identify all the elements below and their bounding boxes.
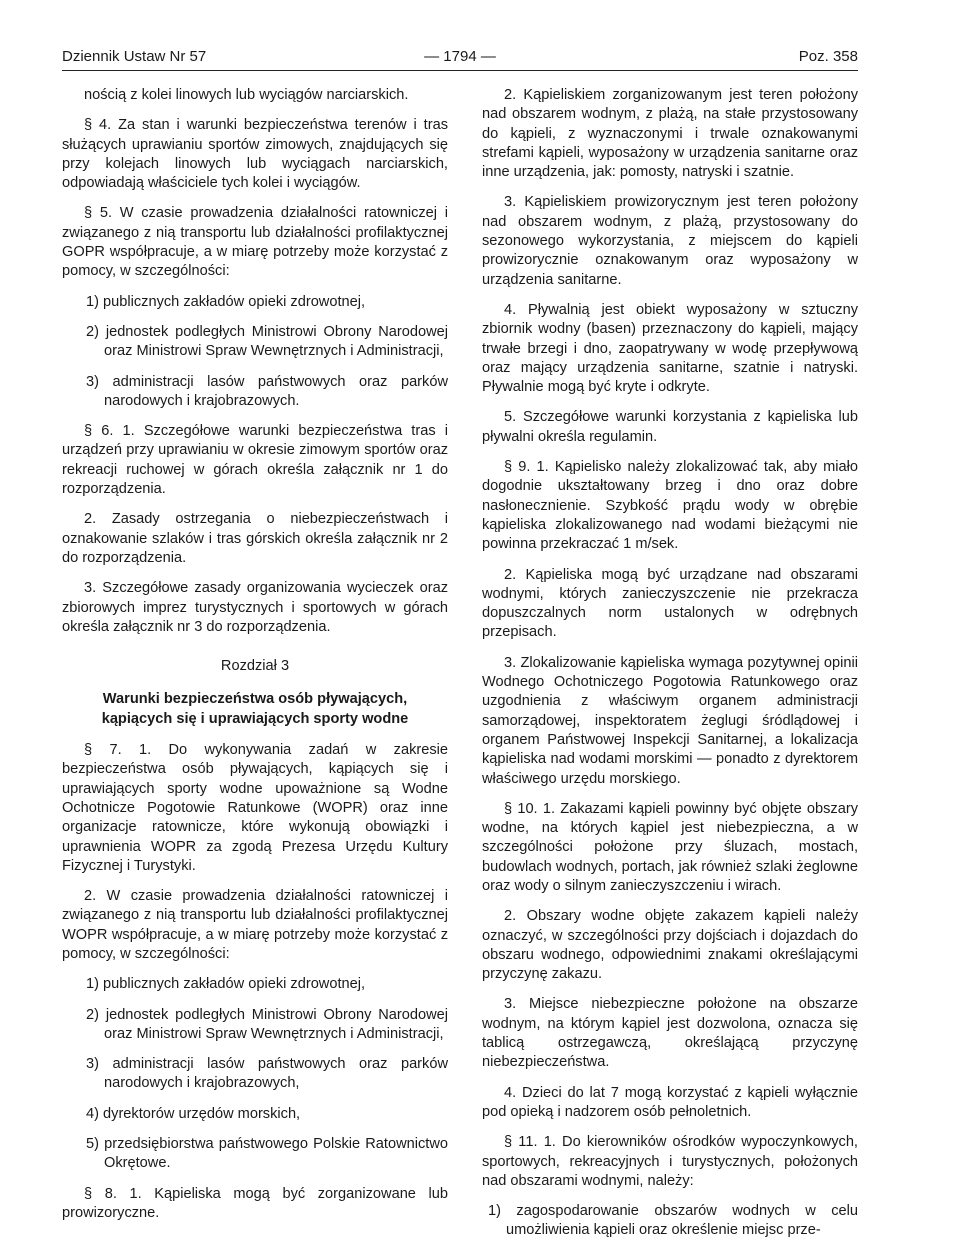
paragraph: 3. Szczegółowe zasady organizowania wycieczek oraz zbiorowych imprez turystycznych i sportowych w górach określa załącznik nr 3 do rozporządzenia. — [62, 580, 448, 635]
list-item: 1) publicznych zakładów opieki zdrowotnej, — [86, 293, 366, 310]
list-item: 4) dyrektorów urzędów morskich, — [86, 1105, 301, 1122]
list-item: 1) publicznych zakładów opieki zdrowotnej, — [86, 976, 366, 993]
page-number: — 1794 — — [424, 48, 496, 65]
paragraph: 2. Zasady ostrzegania o niebezpieczeństwach i oznakowanie szlaków i tras górskich określa załącznik nr 2 do rozporządzenia. — [62, 511, 448, 566]
paragraph: 4. Pływalnią jest obiekt wyposażony w sztuczny zbiornik wodny (basen) przeznaczony do kąpieli, mający trwałe brzegi i dno, zaopatrywany w wodę przepływową oraz mający urządzenia sanitarne, szatnie i natryski. Pływalnie mogą być kryte i odkryte. — [482, 301, 858, 396]
list-item: 2) jednostek podległych Ministrowi Obrony Narodowej oraz Ministrowi Spraw Wewnętrznych i Administracji, — [86, 1006, 448, 1042]
left-column — [62, 86, 448, 1234]
paragraph: 3. Miejsce niebezpieczne położone na obszarze wodnym, na którym kąpiel jest dozwolona, oznacza się tablicą ostrzegawczą, określającą przyczynę niebezpieczeństwa. — [482, 996, 858, 1071]
paragraph: 3. Kąpieliskiem prowizorycznym jest teren położony nad obszarem wodnym, z plażą, przystosowany do sezonowego wykorzystania, z miejscem do kąpieli prowizorycznie oznakowanym oraz wyposażony w urządzenia sanitarne. — [482, 194, 858, 288]
chapter-title: Warunki bezpieczeństwa osób pływających, kąpiących się i uprawiających sporty wodne — [101, 691, 409, 727]
position-number: Poz. 358 — [798, 48, 858, 65]
page-header — [62, 44, 858, 71]
paragraph: 3. Zlokalizowanie kąpieliska wymaga pozytywnej opinii Wodnego Ochotniczego Pogotowia Ratunkowego oraz uzgodnienia z właściwym organem administracji samorządowej, inspektoratem żeglugi śródlądowej i organem Państwowej Inspekcji Sanitarnej, a lokalizacja kąpieliska nad wodami morskimi — ponadto z dyrektorem właściwego urzędu morskiego. — [482, 654, 858, 787]
paragraph-s7: § 7. 1. Do wykonywania zadań w zakresie bezpieczeństwa osób pływających, kąpiących się i uprawiających sporty wodne upoważnione są Wodne Ochotnicze Pogotowie Ratunkowe (WOPR) oraz inne organizacje ratownicze, które wykonują obowiązki i uprawnienia WOPR za zgodą Prezesa Urzędu Kultury Fizycznej i Turystyki. — [62, 742, 448, 874]
list-item: 1) zagospodarowanie obszarów wodnych w celu umożliwienia kąpieli oraz określenie miejsc prze- — [488, 1203, 858, 1239]
paragraph: 2. W czasie prowadzenia działalności ratowniczej i związanego z nią transportu lub działalności profilaktycznej WOPR współpracuje, a w miarę potrzeby może korzystać z pomocy, w szczególności: — [62, 888, 448, 962]
paragraph: nością z kolei linowych lub wyciągów narciarskich. — [84, 87, 409, 103]
paragraph: 2. Obszary wodne objęte zakazem kąpieli należy oznaczyć, w szczególności przy dojściach i dojazdach do obszaru wodnego, odpowiednimi znakami określającymi przyczynę zakazu. — [482, 908, 858, 983]
paragraph: 2. Kąpieliska mogą być urządzane nad obszarami wodnymi, których zanieczyszczenie nie przekracza dopuszczalnych norm ustalonych w odrębnych przepisach. — [482, 566, 858, 641]
paragraph-s4: § 4. Za stan i warunki bezpieczeństwa terenów i tras służących uprawianiu sportów zimowych, znajdujących się przy kolejach linowych lub wyciągach narciarskich, odpowiadają właściciele tych kolei i wyciągów. — [62, 117, 448, 192]
paragraph-s10: § 10. 1. Zakazami kąpieli powinny być objęte obszary wodne, na których kąpiel jest niebezpieczna, a w szczególności położone przy śluzach, mostach, budowlach wodnych, portach, jak również szlaki żeglowne oraz wody o silnym zanieczyszczeniu i wirach. — [482, 800, 858, 894]
chapter-heading: Rozdział 3 — [220, 658, 290, 675]
paragraph-s8: § 8. 1. Kąpieliska mogą być zorganizowane lub prowizoryczne. — [62, 1185, 448, 1221]
list-item: 3) administracji lasów państwowych oraz parków narodowych i krajobrazowych, — [86, 1056, 448, 1092]
list-item: 5) przedsiębiorstwa państwowego Polskie Ratownictwo Okrętowe. — [86, 1136, 448, 1172]
list-item: 2) jednostek podległych Ministrowi Obrony Narodowej oraz Ministrowi Spraw Wewnętrznych i Administracji, — [86, 323, 448, 360]
paragraph-s6: § 6. 1. Szczegółowe warunki bezpieczeństwa tras i urządzeń przy uprawianiu w okresie zimowym sportów oraz rekreacji ruchowej w górach określa załącznik nr 1 do rozporządzenia. — [62, 423, 448, 498]
paragraph: 2. Kąpieliskiem zorganizowanym jest teren położony nad obszarem wodnym, z plażą, na stałe przystosowany do kąpieli, z wyznaczonymi i trwale oznakowanymi strefami kąpieli, wyposażony w urządzenia sanitarne oraz inne urządzenia, jak: pomosty, natryski i szatnie. — [482, 87, 858, 181]
right-column — [482, 86, 858, 1252]
paragraph-s9: § 9. 1. Kąpielisko należy zlokalizować tak, aby miało dogodnie ukształtowany brzeg i dno oraz dobre nasłonecznienie. Szybkość prądu wody w obrębie kąpieliska zlokalizowanego nad wodami bieżącymi nie powinna przekraczać 1 m/sek. — [482, 459, 858, 553]
paragraph-s11: § 11. 1. Do kierowników ośrodków wypoczynkowych, sportowych, rekreacyjnych i turystycznych, położonych nad obszarami wodnymi, należy: — [482, 1134, 858, 1189]
journal-title: Dziennik Ustaw Nr 57 — [62, 48, 207, 65]
paragraph: 5. Szczegółowe warunki korzystania z kąpieliska lub pływalni określa regulamin. — [482, 409, 858, 445]
paragraph: 4. Dzieci do lat 7 mogą korzystać z kąpieli wyłącznie pod opieką i nadzorem osób pełnoletnich. — [482, 1084, 858, 1120]
paragraph-s5: § 5. W czasie prowadzenia działalności ratowniczej i związanego z nią transportu lub działalności profilaktycznej GOPR współpracuje, a w miarę potrzeby może korzystać z pomocy, w szczególności: — [62, 205, 448, 280]
list-item: 3) administracji lasów państwowych oraz parków narodowych i krajobrazowych. — [86, 373, 448, 409]
